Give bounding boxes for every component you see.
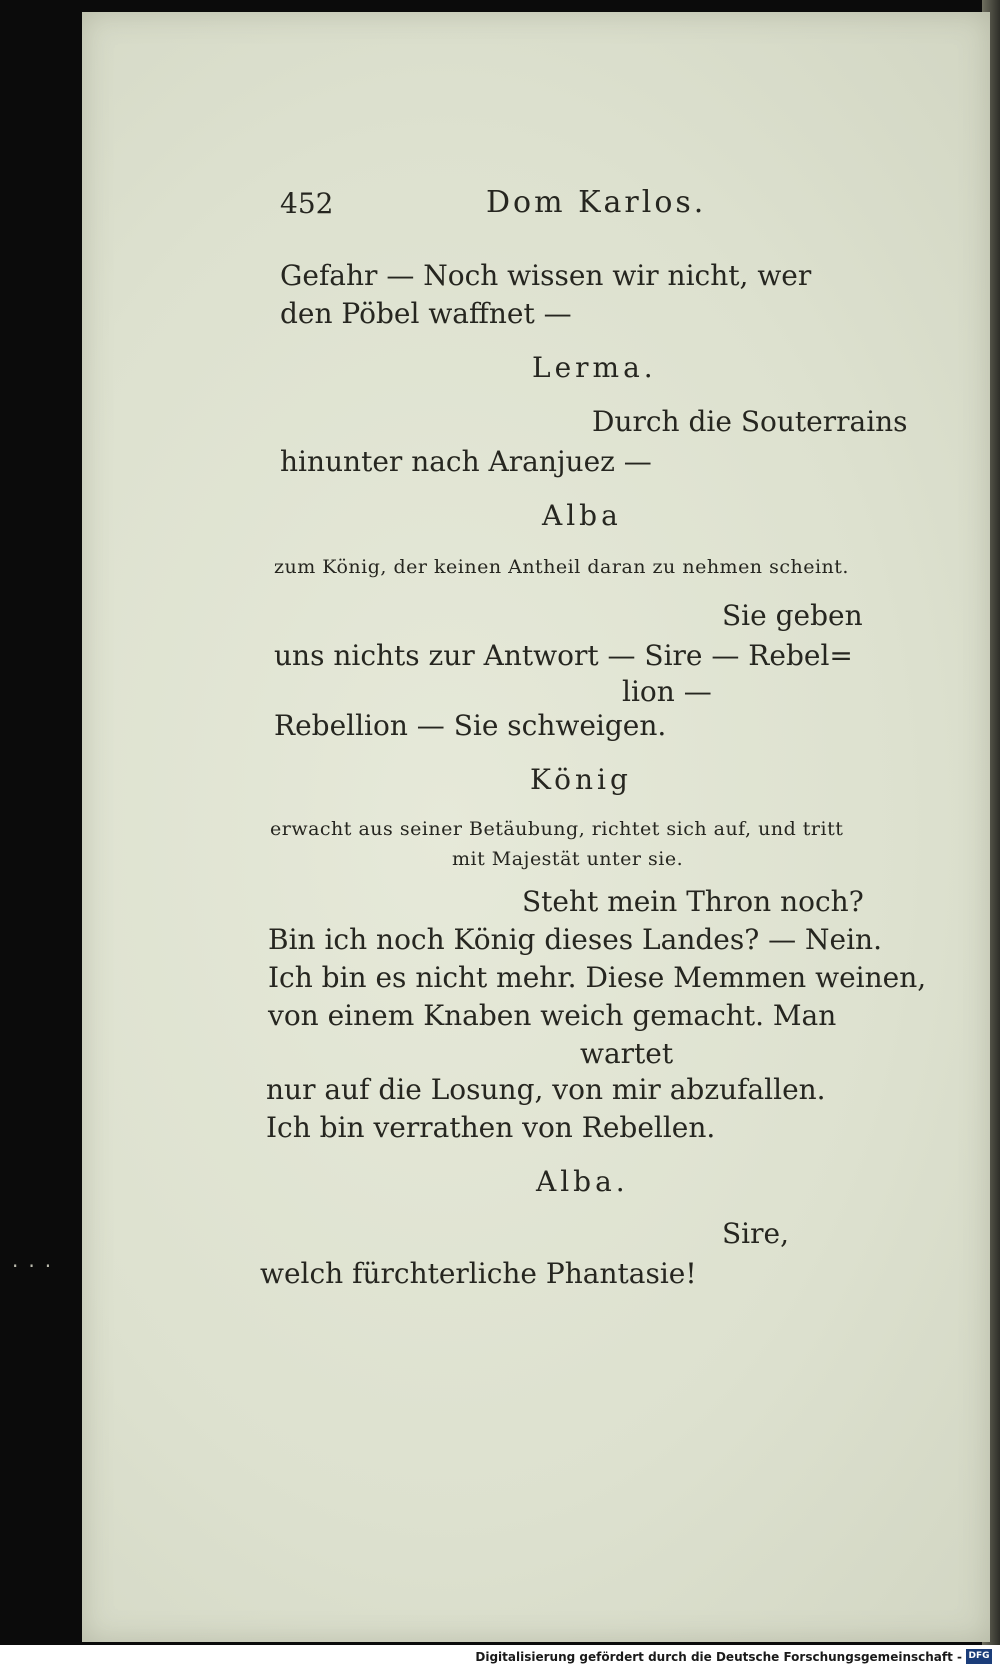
speaker-name: Alba <box>542 499 622 532</box>
footer-bar <box>0 1645 1000 1670</box>
verse-line: Ich bin es nicht mehr. Diese Memmen weinen, <box>268 961 927 994</box>
verse-line: hinunter nach Aranjuez — <box>280 445 652 478</box>
edge-marks: ··· <box>12 1254 62 1278</box>
speaker-name: Lerma. <box>532 351 657 384</box>
book-page <box>82 12 990 1642</box>
stage-direction: mit Majestät unter sie. <box>452 848 684 870</box>
page-number: 452 <box>280 187 334 220</box>
verse-line: Sie geben <box>722 599 863 632</box>
verse-line: von einem Knaben weich gemacht. Man <box>268 999 837 1032</box>
verse-line: wartet <box>580 1037 674 1070</box>
verse-line: Gefahr — Noch wissen wir nicht, wer <box>280 259 812 292</box>
verse-line: uns nichts zur Antwort — Sire — Rebel= <box>274 639 853 672</box>
speaker-name: König <box>530 763 632 796</box>
verse-line: Rebellion — Sie schweigen. <box>274 709 667 742</box>
verse-line: Bin ich noch König dieses Landes? — Nein. <box>268 923 882 956</box>
verse-line: Steht mein Thron noch? <box>522 885 864 918</box>
verse-line: welch fürchterliche Phantasie! <box>260 1257 697 1290</box>
running-title: Dom Karlos. <box>486 185 707 220</box>
speaker-name: Alba. <box>536 1165 629 1198</box>
stage-direction: zum König, der keinen Antheil daran zu nehmen scheint. <box>274 556 849 578</box>
verse-line: den Pöbel waffnet — <box>280 297 572 330</box>
funding-credit: Digitalisierung gefördert durch die Deutsche Forschungsgemeinschaft - <box>475 1650 962 1664</box>
verse-line: lion — <box>622 675 712 708</box>
dfg-logo-icon: DFG <box>966 1649 992 1664</box>
verse-line: Durch die Souterrains <box>592 405 908 438</box>
verse-line: Ich bin verrathen von Rebellen. <box>266 1111 716 1144</box>
verse-line: Sire, <box>722 1217 789 1250</box>
verse-line: nur auf die Losung, von mir abzufallen. <box>266 1073 826 1106</box>
stage-direction: erwacht aus seiner Betäubung, richtet sich auf, und tritt <box>270 818 844 840</box>
